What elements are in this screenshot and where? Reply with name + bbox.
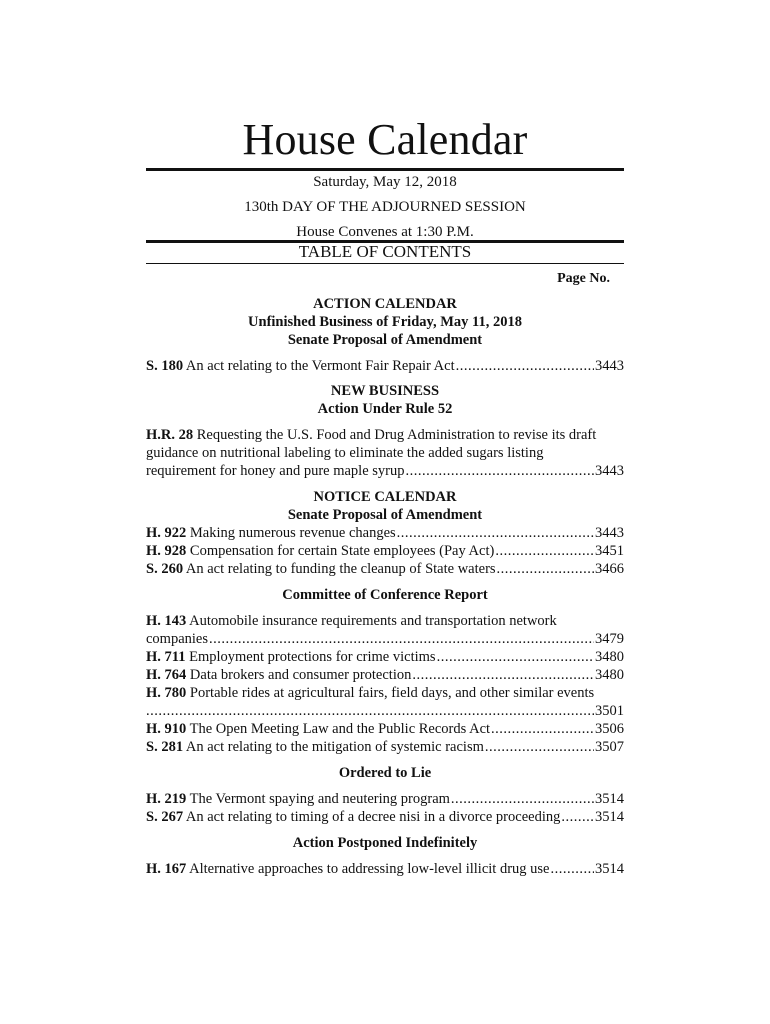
leader-dots [485, 738, 594, 756]
toc-entry-s180[interactable] [146, 357, 624, 375]
page-number: 3507 [595, 739, 624, 755]
bill-code: H. 764 [146, 667, 187, 683]
bill-title-line1: Portable rides at agricultural fairs, field days, and other similar events [186, 685, 595, 701]
ordered-to-lie-heading: Ordered to Lie [338, 765, 432, 781]
bill-code: S. 260 [146, 561, 184, 577]
bill-title-line2: companies [146, 631, 209, 647]
leader-dots [491, 720, 594, 738]
new-business-heading: NEW BUSINESS [330, 383, 440, 399]
bill-code: H. 780 [146, 685, 187, 701]
bill-title: Data brokers and consumer protection [186, 667, 412, 683]
page-number: 3451 [595, 543, 624, 559]
bill-code: H. 143 [146, 613, 187, 629]
leader-dots [412, 666, 594, 684]
leader-dots [451, 790, 594, 808]
bill-code: H. 910 [146, 721, 187, 737]
bill-title: Compensation for certain State employees (Pay Act) [186, 543, 495, 559]
bill-title: An act relating to funding the cleanup of State waters [183, 561, 496, 577]
rule-52-heading: Action Under Rule 52 [317, 401, 453, 417]
bill-code: H.R. 28 [146, 427, 194, 443]
bill-title-line2: guidance on nutritional labeling to eliminate the added sugars listing [146, 445, 544, 461]
page-number: 3443 [595, 463, 624, 479]
page-number: 3443 [595, 358, 624, 374]
page-number: 3506 [595, 721, 624, 737]
bill-title: Alternative approaches to addressing low-level illicit drug use [186, 861, 550, 877]
leader-dots [437, 648, 594, 666]
toc-entry-s260[interactable] [146, 560, 624, 578]
toc-bottom-rule [146, 263, 624, 264]
bill-title: The Open Meeting Law and the Public Records Act [186, 721, 491, 737]
bill-code: S. 281 [146, 739, 184, 755]
action-calendar-heading: ACTION CALENDAR [313, 296, 457, 312]
toc-entry-h780[interactable] [146, 684, 624, 720]
page-no-label: Page No. [557, 271, 610, 286]
bill-code: H. 711 [146, 649, 186, 665]
leader-dots [497, 560, 594, 578]
session-day: 130th DAY OF THE ADJOURNED SESSION [244, 199, 526, 215]
bill-code: H. 167 [146, 861, 187, 877]
bill-title-line3: requirement for honey and pure maple syrup [146, 463, 405, 479]
toc-entry-h219[interactable] [146, 790, 624, 808]
toc-heading: TABLE OF CONTENTS [298, 242, 472, 261]
toc-entry-h922[interactable] [146, 524, 624, 542]
page-number: 3514 [595, 791, 624, 807]
bill-title: Employment protections for crime victims [185, 649, 436, 665]
toc-entry-s267[interactable] [146, 808, 624, 826]
toc-entry-hr28[interactable] [146, 426, 624, 480]
page-number: 3501 [595, 703, 624, 719]
page-number: 3514 [595, 809, 624, 825]
bill-code: H. 219 [146, 791, 187, 807]
bill-title: The Vermont spaying and neutering program [186, 791, 450, 807]
toc-entry-h711[interactable] [146, 648, 624, 666]
bill-title-line1: Requesting the U.S. Food and Drug Administration to revise its draft [193, 427, 597, 443]
page-number: 3466 [595, 561, 624, 577]
bill-title-line1: Automobile insurance requirements and transportation network [186, 613, 557, 629]
bill-title: Making numerous revenue changes [186, 525, 396, 541]
toc-entry-h167[interactable] [146, 860, 624, 878]
page-number: 3480 [595, 667, 624, 683]
toc-entry-h143[interactable] [146, 612, 624, 648]
bill-title: An act relating to the mitigation of systemic racism [183, 739, 484, 755]
notice-calendar-heading: NOTICE CALENDAR [313, 489, 457, 505]
leader-dots [456, 357, 594, 375]
leader-dots [146, 702, 594, 720]
senate-proposal-heading-2: Senate Proposal of Amendment [287, 507, 483, 523]
leader-dots [550, 860, 594, 878]
toc-entry-h928[interactable] [146, 542, 624, 560]
unfinished-business-heading: Unfinished Business of Friday, May 11, 2018 [248, 314, 522, 330]
calendar-date: Saturday, May 12, 2018 [313, 174, 457, 190]
toc-entry-h764[interactable] [146, 666, 624, 684]
conference-report-heading: Committee of Conference Report [282, 587, 488, 603]
title-rule [146, 168, 624, 171]
bill-code: H. 928 [146, 543, 187, 559]
leader-dots [397, 524, 594, 542]
postponed-heading: Action Postponed Indefinitely [292, 835, 478, 851]
bill-title: An act relating to timing of a decree nisi in a divorce proceeding [183, 809, 561, 825]
bill-code: S. 267 [146, 809, 184, 825]
page-number: 3443 [595, 525, 624, 541]
toc-entry-h910[interactable] [146, 720, 624, 738]
leader-dots [209, 630, 594, 648]
leader-dots [561, 808, 594, 826]
senate-proposal-heading: Senate Proposal of Amendment [287, 332, 483, 348]
leader-dots [495, 542, 594, 560]
leader-dots [406, 462, 595, 480]
toc-entry-s281[interactable] [146, 738, 624, 756]
page-title: House Calendar [242, 115, 528, 164]
convenes-time: House Convenes at 1:30 P.M. [296, 224, 474, 240]
bill-title: An act relating to the Vermont Fair Repair Act [183, 358, 455, 374]
page-number: 3514 [595, 861, 624, 877]
bill-code: S. 180 [146, 358, 184, 374]
bill-code: H. 922 [146, 525, 187, 541]
page-number: 3480 [595, 649, 624, 665]
page-number: 3479 [595, 631, 624, 647]
